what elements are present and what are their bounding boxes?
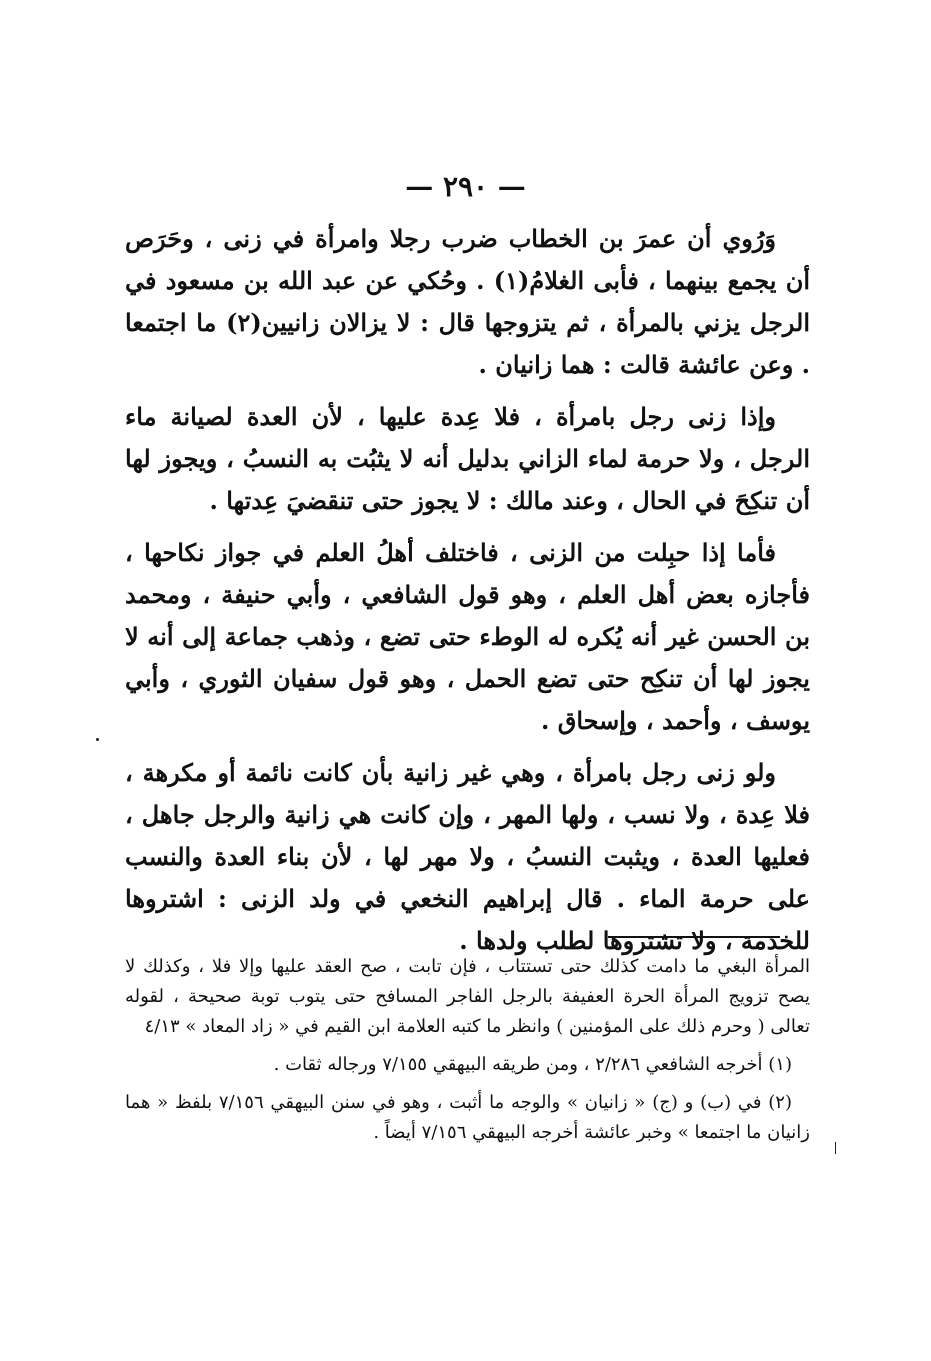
paragraph-2: وإذا زنى رجل بامرأة ، فلا عِدة عليها ، لأن العدة لصيانة ماء الرجل ، ولا حرمة لماء الزاني بدليل أنه لا يثبُت به النسبُ ، ويجوز لها أن تنكِحَ في الحال ، وعند مالك : لا يجوز حتى تنقضيَ عِدتها . xyxy=(125,402,810,515)
footnote-continuation: المرأة البغي ما دامت كذلك حتى تستتاب ، فإن تابت ، صح العقد عليها وإلا فلا ، وكذلك لا يصح تزويج المرأة الحرة العفيفة بالرجل الفاجر المسافح حتى يتوب توبة صحيحة ، لقوله تعالى ( وحرم ذلك على المؤمنين ) وانظر ما كتبه العلامة ابن القيم في « زاد المعاد » ٤/١٣ xyxy=(125,956,810,1037)
footnote-1: (١) أخرجه الشافعي ٢/٢٨٦ ، ومن طريقه البيهقي ٧/١٥٥ ورجاله ثقات . xyxy=(273,1054,792,1075)
paragraph-1: وَرُوي أن عمرَ بن الخطاب ضرب رجلا وامرأة في زنى ، وحَرَص أن يجمع بينهما ، فأبى الغلامُ(١) . وحُكي عن عبد الله بن مسعود في الرجل يزني بالمرأة ، ثم يتزوجها قال : لا يزالان زانيين(٢) ما اجتمعا . وعن عائشة قالت : هما زانيان . xyxy=(125,224,810,379)
footnote-2: (٢) في (ب) و (ج) « زانيان » والوجه ما أثبت ، وهو في سنن البيهقي ٧/١٥٦ بلفظ « هما زانيان ما اجتمعا » وخبر عائشة أخرجه البيهقي ٧/١٥٦ أيضاً . xyxy=(125,1092,810,1143)
paragraph-3: فأما إذا حبِلت من الزنى ، فاختلف أهلُ العلم في جواز نكاحها ، فأجازه بعض أهل العلم ، وهو قول الشافعي ، وأبي حنيفة ، ومحمد بن الحسن غير أنه يُكره له الوطء حتى تضع ، وذهب جماعة إلى أنه لا يجوز لها أن تنكِح حتى تضع الحمل ، وهو قول سفيان الثوري ، وأبي يوسف ، وأحمد ، وإسحاق . xyxy=(125,538,810,735)
main-text xyxy=(125,218,810,972)
page-number: — ٢٩٠ — xyxy=(405,170,526,203)
paragraph-4: ولو زنى رجل بامرأة ، وهي غير زانية بأن كانت نائمة أو مكرهة ، فلا عِدة ، ولا نسب ، ولها المهر ، وإن كانت هي زانية والرجل جاهل ، فعليها العدة ، ويثبت النسبُ ، ولا مهر لها ، لأن بناء العدة والنسب على حرمة الماء . قال إبراهيم النخعي في ولد الزنى : اشتروها للخدمة ، ولا تشتروها لطلب ولدها . xyxy=(125,758,810,955)
scan-speck xyxy=(835,1142,836,1154)
scan-speck xyxy=(96,738,99,741)
footnote-separator xyxy=(608,936,780,938)
footnotes xyxy=(125,952,810,1156)
